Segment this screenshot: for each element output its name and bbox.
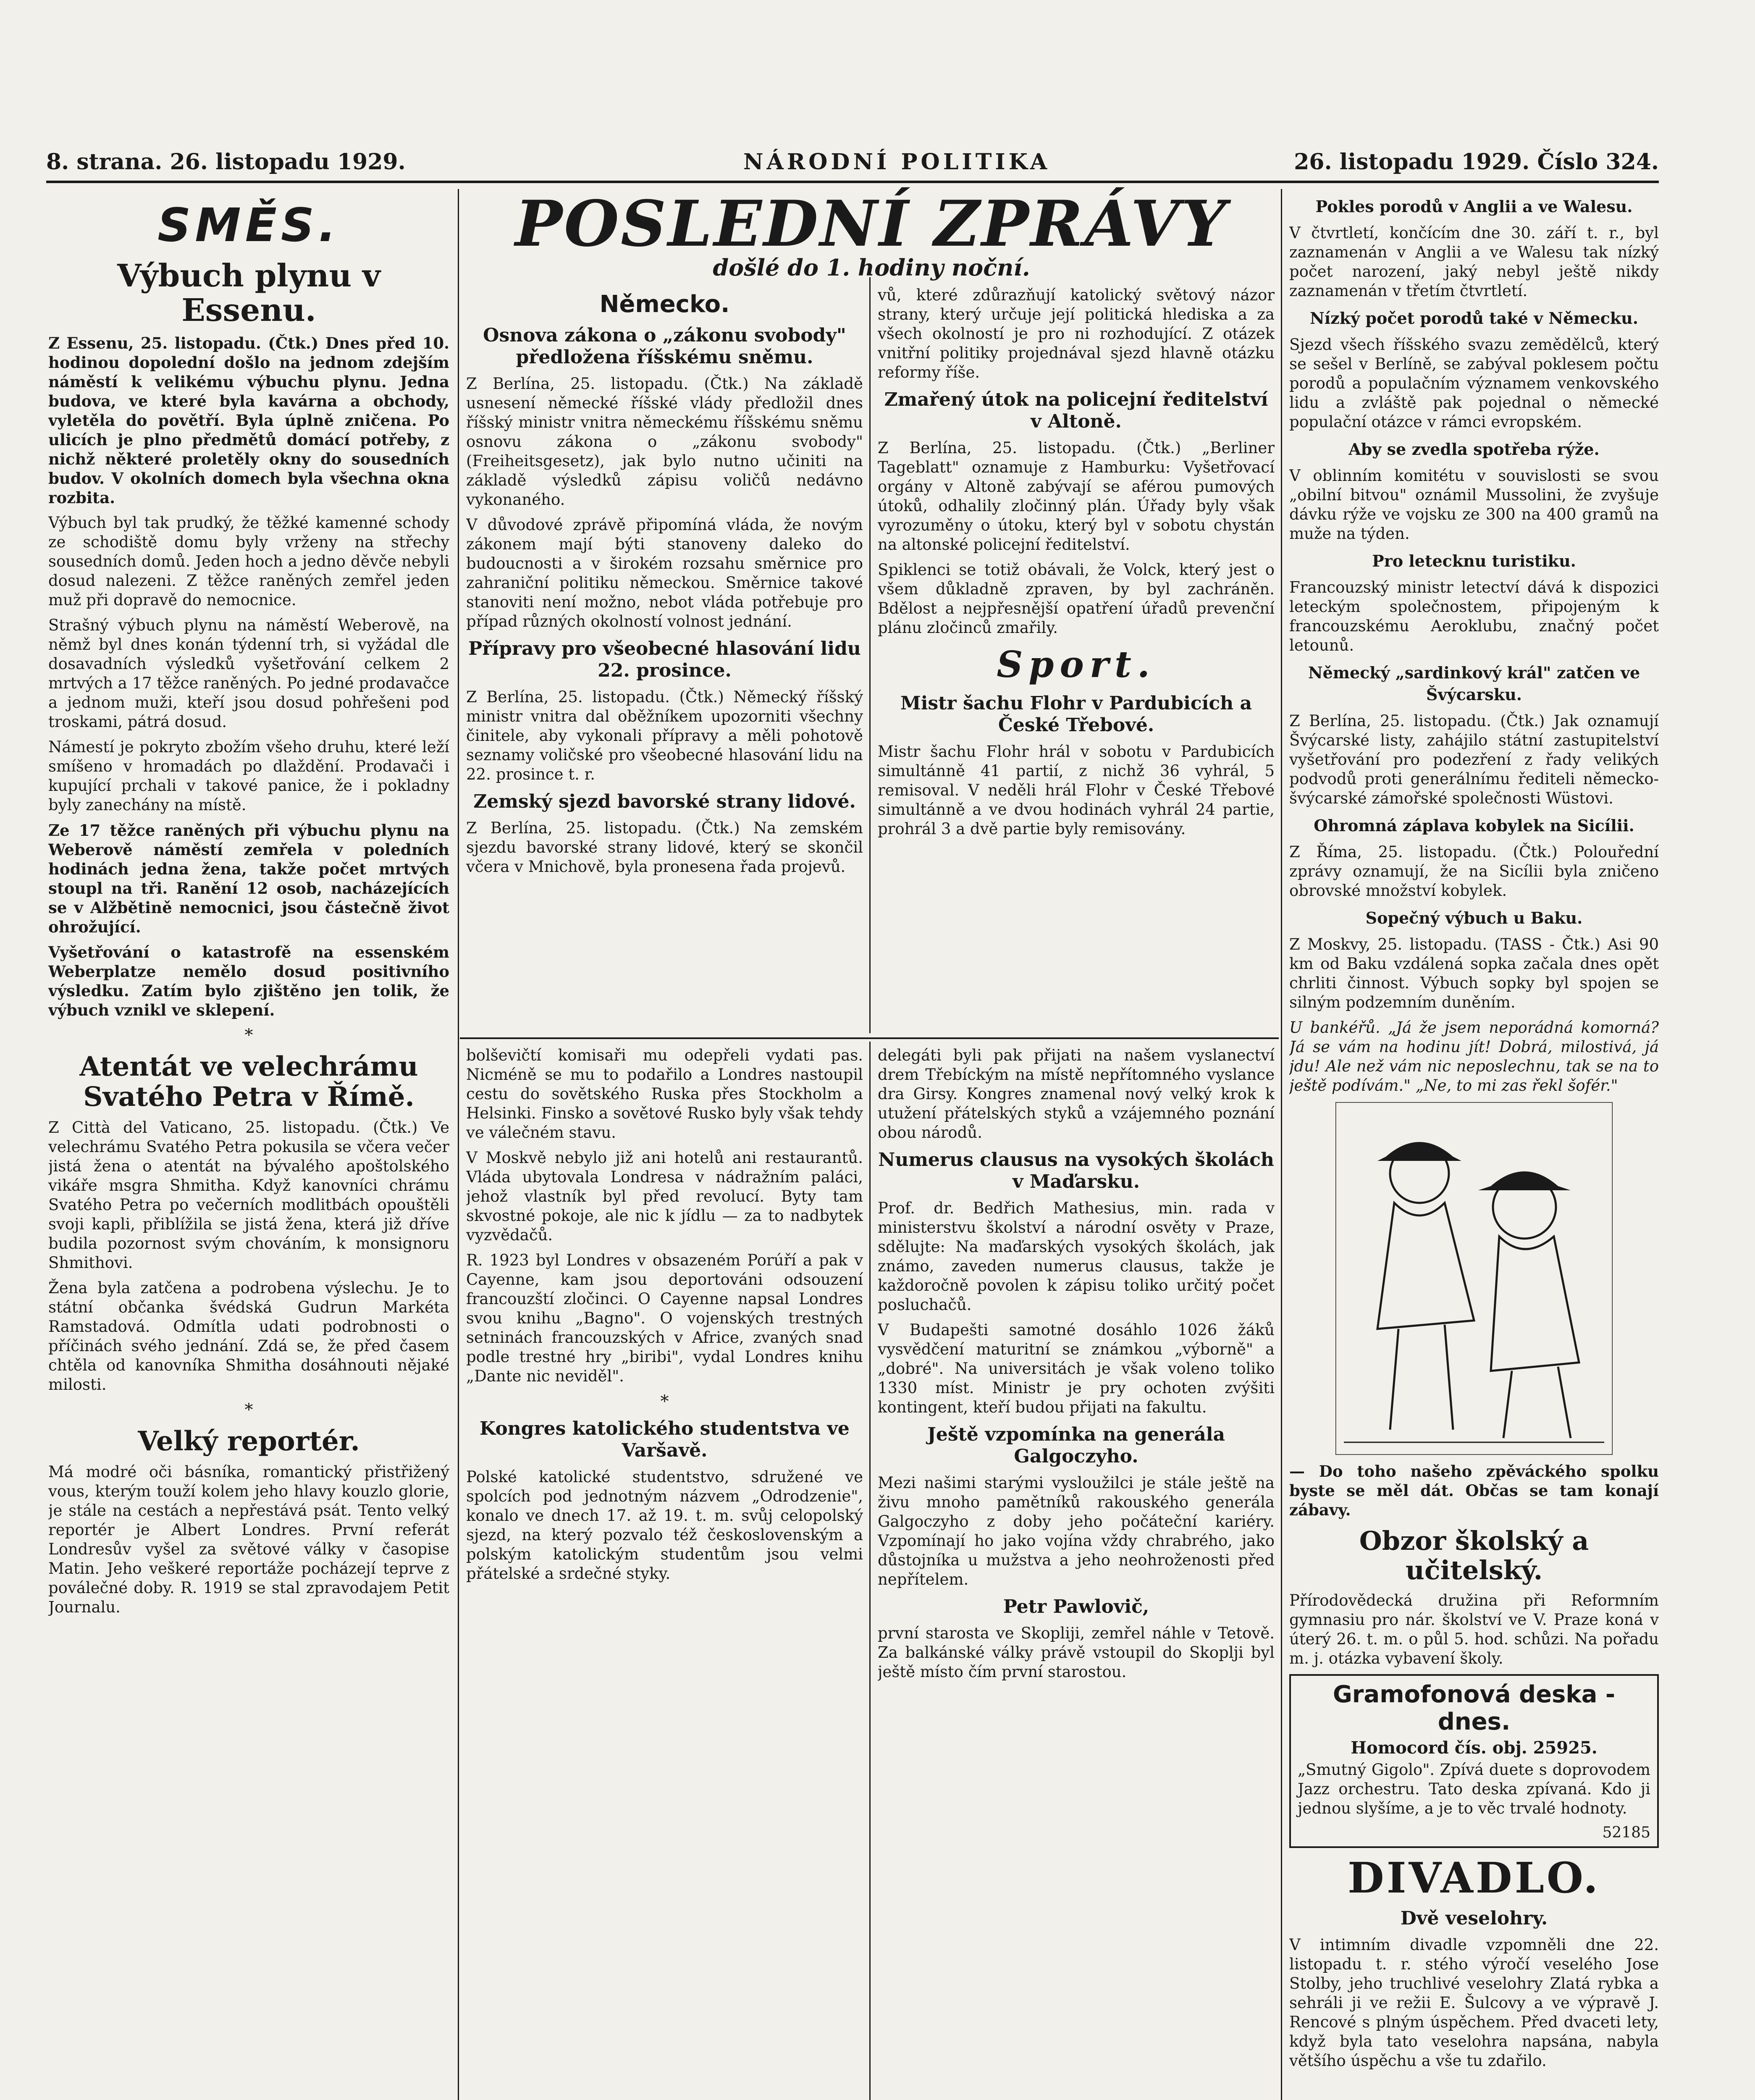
article-paragraph: Z Berlína, 25. listopadu. (Čtk.) Na zemském sjezdu bavorské strany lidové, který se skončil včera v Mnichově, byla pronesena řada projevů.: [466, 819, 863, 876]
separator-star: *: [244, 1026, 253, 1045]
advertisement-box: [1289, 1674, 1659, 1848]
article-paragraph: Z Berlína, 25. listopadu. (Čtk.) Německý říšský ministr vnitra dal oběžníkem upozorniti všechny činitele, aby vykonali přípravy a měli pohotově seznamy voličské pro všeobecné hlasování lidu na 22. prosince t. r.: [466, 688, 863, 783]
column-various-news: [878, 1046, 1275, 2100]
article-paragraph: Sjezd všech říšského svazu zemědělců, který se sešel v Berlíně, se zabýval poklesem počtu porodů a populačním významem venkovského lidu a zvláště pak pojednal o německé populační otázce v rámci evropském.: [1289, 336, 1659, 431]
article-headline: Ještě vzpomínka na generála Galgoczyho.: [927, 1424, 1225, 1467]
article-headline: Atentát ve velechrámu Svatého Petra v Římě.: [79, 1051, 418, 1113]
article-paragraph: Spiklenci se totiž obávali, že Volck, který jest o všem důkladně zpraven, by byl zachráněn. Bdělost a nejpřesnější opatření úřadů prevenční plánu zločinců zmařily.: [878, 561, 1275, 637]
cartoon-caption: — Do toho našeho zpěváckého spolku byste se měl dát. Občas se tam konají zábavy.: [1289, 1462, 1659, 1519]
cartoon-illustration: [1335, 1102, 1613, 1455]
article-headline: Obzor školský a učitelský.: [1359, 1525, 1589, 1586]
article-paragraph: V intimním divadle vzpomněli dne 22. listopadu t. r. stého výročí veselého Jose Stolby, jeho truchlivé veselohry Zlatá rybka a sehráli ji ve režii E. Šulcovy a ve výpravě J. Rencové s plným úspěchem. Před dvaceti lety, když byla tato veselohra napsána, nabyla většího úspěchu a vše tu zdařilo.: [1289, 1936, 1659, 2070]
column-news-continued: [878, 286, 1275, 1033]
article-paragraph: Z Berlína, 25. listopadu. (Čtk.) „Berliner Tageblatt" oznamuje z Hamburku: Vyšetřovací orgány v Altoně zabývají se aférou pumových útoků, odhalily zločinný plán. Úřady byly však vyrozuměny o útoku, který byl v sobotu chystán na altonské policejní ředitelství.: [878, 439, 1275, 554]
ad-subtitle: Homocord čís. obj. 25925.: [1351, 1738, 1598, 1758]
article-paragraph: R. 1923 byl Londres v obsazeném Porúří a pak v Cayenne, kam jsou deportováni odsouzení francouzští zločinci. O Cayenne napsal Londres svou knihu „Bagno". O vojenských trestných setninách francouzských v Africe, zvaných snad podle trestné hry „biribi", vydal Londres knihu „Dante nic neviděl".: [466, 1251, 863, 1385]
article-paragraph: Mistr šachu Flohr hrál v sobotu v Pardubicích simultánně 41 partií, z nichž 36 vyhrál, 5 remisoval. V neděli hrál Flohr v České Třebové simultánně a ve dvou hodinách vyhrál 24 partie, prohrál 3 a dvě partie byly remisovány.: [878, 743, 1275, 838]
article-headline: Ohromná záplava kobylek na Sicílii.: [1314, 816, 1634, 835]
article-headline: Přípravy pro všeobecné hlasování lidu 22. prosince.: [468, 638, 861, 681]
article-paragraph: Vyšetřování o katastrofě na essenském Weberplatze nemělo dosud positivního výsledku. Zatím bylo zjištěno jen tolik, že výbuch vznikl ve sklepení.: [48, 943, 449, 1019]
section-divider: [460, 1037, 1279, 1039]
theatre-section-title: DIVADLO.: [1347, 1853, 1600, 1903]
article-headline: Zemský sjezd bavorské strany lidové.: [473, 791, 856, 812]
article-headline: Zmařený útok na policejní ředitelství v Altoně.: [884, 389, 1268, 432]
article-headline: Sopečný výbuch u Baku.: [1365, 908, 1583, 927]
article-paragraph: Mezi našimi starými vysloužilci je stále ještě na živu mnoho pamětníků rakouského generála Galgoczyho z doby jeho počáteční kariéry. Vzpomínají ho jako vojína vždy chrabrého, jako důstojníka u mužstva a jeho neohroženosti před nepřítelem.: [878, 1474, 1275, 1588]
article-headline: Výbuch plynu v Essenu.: [117, 258, 380, 328]
article-paragraph: Z Essenu, 25. listopadu. (Čtk.) Dnes před 10. hodinou dopolední došlo na jednom zdejším náměstí k velikému výbuchu plynu. Jedna budova, ve které byla kavárna a obchody, vyletěla do povětří. Byla úplně zničena. Po ulicích je plno předmětů domácí potřeby, z nichž některé proletěly okny do sousedních budov. V okolních domech byla všechna okna rozbita.: [48, 334, 449, 507]
article-headline: Nízký počet porodů také v Německu.: [1310, 309, 1638, 328]
article-paragraph: Z Říma, 25. listopadu. (Čtk.) Polouřední zprávy oznamují, že na Sicílii byla zničeno obrovské množství kobylek.: [1289, 843, 1659, 900]
article-paragraph: Z Città del Vaticano, 25. listopadu. (Čtk.) Ve velechrámu Svatého Petra pokusila se včera večer jistá žena o atentát na bývalého apoštolského vikáře msgra Shmitha. Když kanovníci chrámu Svatého Petra po večerních modlitbách opouštěli svoji kapli, přiblížila se jistá žena, která již dříve budila pozornost svým chováním, k monsignoru Shmithovi.: [48, 1118, 449, 1272]
article-paragraph: Ze 17 těžce raněných při výbuchu plynu na Weberově náměstí zemřela v poledních hodinách jedna žena, takže počet mrtvých stoupl na tři. Ranění 12 osob, nacházejících se v Alžbětině nemocnici, jsou částečně život ohrožující.: [48, 821, 449, 936]
article-paragraph: vů, které zdůrazňují katolický světový názor strany, který určuje její politická hlediska a za všech okolností je pro ni rozhodující. Z otázek vnitřní politiky projednával sjezd hlavně otázku reformy říše.: [878, 286, 1275, 381]
article-paragraph: Z Berlína, 25. listopadu. (Čtk.) Na základě usnesení německé říšské vlády předložil dnes říšský ministr vnitra německému říšskému sněmu osnovu zákona o „zákonu svobody" (Freiheitsgesetz), jak bylo nutno učiniti na základě výsledků zápisu voličů nedávno vykonaného.: [466, 375, 863, 509]
column-divider: [1281, 189, 1282, 2100]
page-section-title: POSLEDNÍ ZPRÁVY: [515, 187, 1228, 261]
column-news-germany: [466, 286, 863, 1033]
article-paragraph: V čtvrtletí, končícím dne 30. září t. r., byl zaznamenán v Anglii a ve Walesu tak nízký počet narození, jaký nebyl ještě nikdy zaznamenán v třetím čtvrtletí.: [1289, 224, 1659, 300]
section-title: SMĚS.: [157, 198, 340, 252]
article-headline: Mistr šachu Flohr v Pardubicích a České Třebové.: [900, 693, 1252, 736]
article-headline: Velký reportér.: [138, 1425, 360, 1457]
column-divider: [458, 189, 459, 2100]
column-divider: [869, 277, 871, 1033]
header-left: 8. strana. 26. listopadu 1929.: [46, 149, 406, 175]
article-paragraph: V oblinním komitétu v souvislosti se svou „obilní bitvou" oznámil Mussolini, že zvyšuje dávku rýže ve vojsku ze 300 na 400 gramů na muže na týden.: [1289, 467, 1659, 543]
separator-star: *: [660, 1392, 669, 1411]
article-paragraph: Z Moskvy, 25. listopadu. (TASS - Čtk.) Asi 90 km od Baku vzdálená sopka začala dnes opět chrliti činnost. Výbuch sopky byl spojen se silným podzemním duněním.: [1289, 935, 1659, 1011]
article-paragraph: V důvodové zprávě připomíná vláda, že novým zákonem mají býti stanoveny daleko do budoucnosti a v širokém rozsahu směrnice pro zahraniční politiku německou. Směrnice takové stanoviti není možno, nebot vláda potřebuje pro případ různých okolností volnost jednání.: [466, 516, 863, 630]
article-headline: Pro letecknu turistiku.: [1372, 551, 1576, 570]
news-section: Německo.: [599, 291, 730, 318]
section-subtitle: došlé do 1. hodiny noční.: [713, 254, 1030, 281]
article-paragraph: Prof. dr. Bedřich Mathesius, min. rada v ministerstvu školství a národní osvěty v Praze, sdělujte: Na maďarských vysokých školách, jak známo, zaveden numerus clausus, takže je každoročně povolen k zápisu toliko určitý počet posluchačů.: [878, 1199, 1275, 1314]
column-reporter-continued: [466, 1046, 863, 2100]
article-paragraph: Přírodovědecká družina při Reformním gymnasiu pro nár. školství ve V. Praze koná v úterý 26. t. m. o půl 5. hod. schůzi. Na pořadu m. j. otázka vybavení školy.: [1289, 1591, 1659, 1667]
article-headline: Petr Pawlovič,: [1003, 1596, 1149, 1617]
article-paragraph: V Moskvě nebylo již ani hotelů ani restaurantů. Vláda ubytovala Londresa v nádražním paláci, jehož vlastník byl před revolucí. Byty tam skvostné pokoje, ale nic k jídlu — za to nadbytek vyzvědačů.: [466, 1149, 863, 1244]
sport-section: Sport.: [997, 643, 1156, 686]
ad-text: „Smutný Gigolo". Zpívá duete s doprovodem Jazz orchestru. Tato deska zpívaná. Kdo ji jednou slyšíme, a je to věc trvalé hodnoty.: [1298, 1761, 1650, 1817]
article-paragraph: V Budapešti samotné dosáhlo 1026 žáků vysvědčení maturitní se známkou „výborně" a „dobré". Na universitách je však voleno toliko 1330 míst. Ministr je pry ochoten zvýšiti kontingent, kteří budou přijati na fakultu.: [878, 1321, 1275, 1416]
article-headline: Aby se zvedla spotřeba rýže.: [1348, 440, 1600, 459]
article-paragraph: Polské katolické studentstvo, sdružené ve spolcích pod jednotným názvem „Odrodzenie", konalo ve dnech 17. až 19. t. m. svůj celopolský sjezd, na který pozvalo též československým a polským katolickým studentům jsou velmi přátelské a srdečné styky.: [466, 1468, 863, 1583]
header-right: 26. listopadu 1929. Číslo 324.: [1294, 149, 1659, 175]
header-rule: [46, 181, 1659, 183]
article-paragraph: Z Berlína, 25. listopadu. (Čtk.) Jak oznamují Švýcarské listy, zahájilo státní zastupitelství vyšetřování pro podezření z řady velikých podvodů proti generálnímu řediteli německo-švýcarské zámořské společnosti Wüstovi.: [1289, 712, 1659, 807]
article-paragraph: Žena byla zatčena a podrobena výslechu. Je to státní občanka švédská Gudrun Markéta Ramstadová. Odmítla udati podrobnosti o příčinách svého jednání. Zdá se, že před časem chtěla od kanovníka Shmitha dosáhnouti nějaké milosti.: [48, 1279, 449, 1394]
column-right: [1289, 189, 1659, 2100]
article-paragraph: delegáti byli pak přijati na našem vyslanectví drem Třebíckým na místě nepřítomného vyslance dra Girsy. Kongres znamenal nový velký krok k utužení přátelských styků a vzájemného poznání obou národů.: [878, 1046, 1275, 1142]
column-smes: [48, 193, 449, 2100]
article-headline: Německý „sardinkový král" zatčen ve Švýcarsku.: [1308, 663, 1640, 704]
article-paragraph: Strašný výbuch plynu na náměstí Weberově, na němž byl dnes konán týdenní trh, si vyžádal dle dosavadních výsledků vyšetřování celkem 2 mrtvých a 17 těžce raněných. Po jedné prodavačce a jednom muži, kteří jsou dosud pohřešeni pod troskami, pátrá dosud.: [48, 616, 449, 731]
article-paragraph: Má modré oči básníka, romantický přistřižený vous, kterým touží kolem jeho hlavy kouzlo glorie, je stále na cestách a nepřestává psát. Tento velký reportér je Albert Londres. První referát Londresův vyšel za světové války v časopise Matin. Jeho veškeré reportáže pocházejí teprve z poválečné doby. R. 1919 se stal zpravodajem Petit Journalu.: [48, 1463, 449, 1616]
separator-star: *: [244, 1400, 253, 1420]
masthead: NÁRODNÍ POLITIKA: [743, 149, 1051, 175]
article-paragraph: Námestí je pokryto zbožím všeho druhu, které leží smíšeno v hromadách po dlaždění. Prodavači i kupující prchali v takové panice, že i pokladny byly zanechány na místě.: [48, 738, 449, 814]
article-headline: Numerus clausus na vysokých školách v Maďarsku.: [878, 1149, 1274, 1192]
article-paragraph: bolševičtí komisaři mu odepřeli vydati pas. Nicméně se mu to podařilo a Londres nastoupil cestu do sovětského Ruska přes Stockholm a Helsinki. Finsko a sovětové Rusko byly však tehdy ve válečném stavu.: [466, 1046, 863, 1142]
ad-number: 52185: [1602, 1824, 1650, 1841]
article-headline: Dvě veselohry.: [1400, 1908, 1548, 1929]
article-paragraph: Francouzský ministr letectví dává k dispozici leteckým společnostem, připojeným k francouzskému Aeroklubu, značný počet letounů.: [1289, 578, 1659, 654]
article-headline: Kongres katolického studentstva ve Varšavě.: [480, 1418, 850, 1461]
article-headline: Osnova zákona o „zákonu svobody" předložena říšskému sněmu.: [483, 325, 846, 368]
article-paragraph: první starosta ve Skopliji, zemřel náhle v Tetově. Za balkánské války právě vstoupil do Skoplji byl ještě místo čím první starostou.: [878, 1624, 1275, 1681]
article-paragraph: Výbuch byl tak prudký, že těžké kamenné schody ze schodiště domu byly vrženy na střechy sousedních domů. Jeden hoch a jedno děvče nebyli dosud nalezeni. Z těžce raněných zemřel jeden muž při dopravě do nemocnice.: [48, 514, 449, 609]
cartoon-text: U bankéřů. „Já že jsem neporádná komorná? Já se vám na hodinu jít! Dobrá, milostivá, já jdu! Ale než vám nic neposlechnu, tak se na to ještě podívám." „Ne, to mi zas řekl šofér.": [1289, 1018, 1659, 1095]
ad-title: Gramofonová deska - dnes.: [1333, 1681, 1616, 1735]
column-divider: [869, 1042, 871, 2100]
page-header: [46, 149, 1659, 178]
article-headline: Pokles porodů v Anglii a ve Walesu.: [1315, 197, 1633, 216]
